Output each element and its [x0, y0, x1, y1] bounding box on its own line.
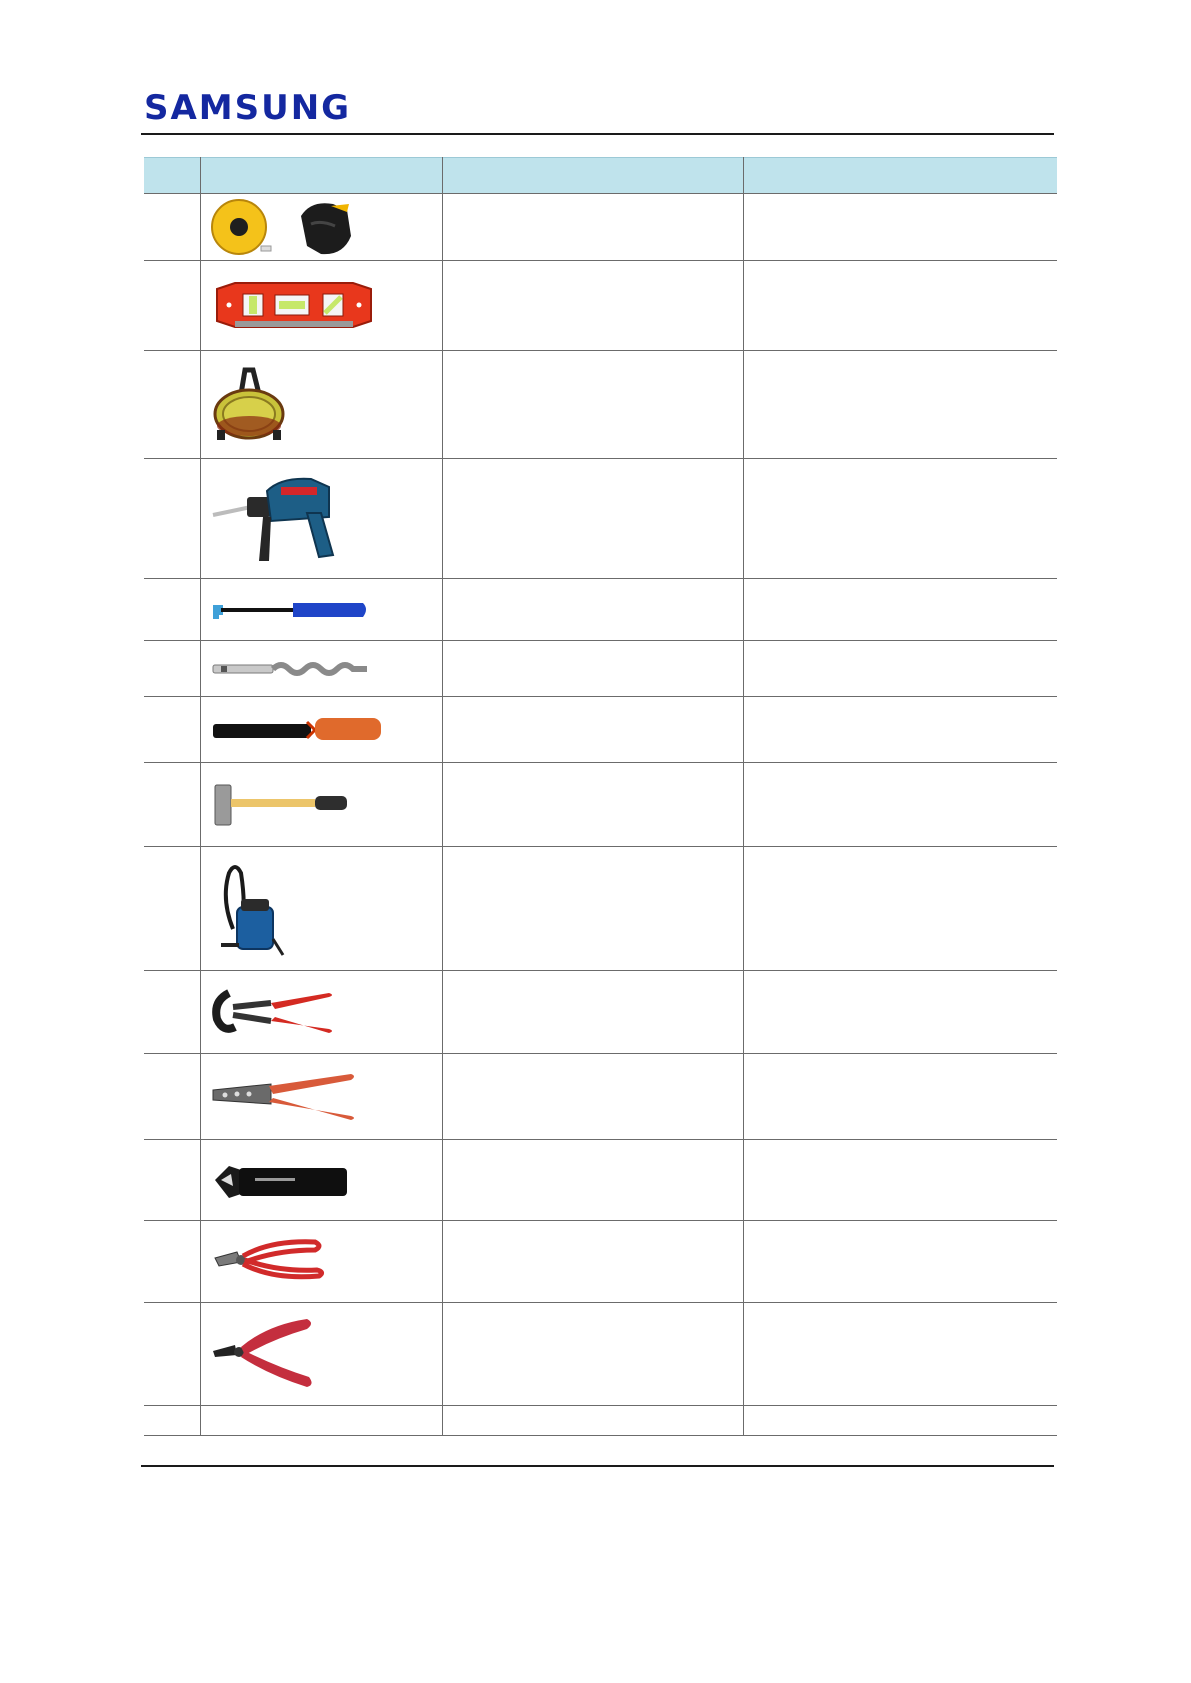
- nipper-icon: [211, 1315, 321, 1393]
- header-rule: [141, 133, 1054, 135]
- table-row: [144, 641, 1057, 697]
- table-row: [144, 1303, 1057, 1406]
- table-row: [144, 351, 1057, 459]
- samsung-logo-text: SAMSUNG: [144, 88, 352, 128]
- cable-reel-icon: [211, 366, 291, 444]
- table-row: [144, 1140, 1057, 1221]
- vacuum-cleaner-icon: [211, 859, 291, 959]
- header-cell-1: [144, 158, 201, 194]
- blower-bulb-icon: [211, 597, 371, 623]
- table-row: [144, 1221, 1057, 1303]
- cable-cutter-icon: [211, 987, 341, 1037]
- table-row: [144, 1054, 1057, 1140]
- table-row: [144, 261, 1057, 351]
- tools-table: [144, 157, 1057, 1436]
- table-row: [144, 194, 1057, 261]
- hammer-drill-icon: [211, 473, 341, 565]
- samsung-logo: [144, 88, 351, 128]
- drill-bit-icon: [211, 658, 371, 680]
- table-header-row: [144, 158, 1057, 194]
- table-row: [144, 697, 1057, 763]
- crimping-tool-icon: [211, 1070, 361, 1124]
- header-cell-2: [201, 158, 443, 194]
- table-row: [144, 1406, 1057, 1436]
- diagonal-cutter-icon: [211, 1236, 331, 1288]
- header-cell-4: [744, 158, 1058, 194]
- table-row: [144, 763, 1057, 847]
- table-row: [144, 579, 1057, 641]
- file-icon: [211, 716, 386, 744]
- table-row: [144, 971, 1057, 1054]
- cable-stripper-icon: [211, 1156, 351, 1204]
- header-cell-3: [443, 158, 744, 194]
- hammer-icon: [211, 781, 351, 829]
- table-row: [144, 847, 1057, 971]
- table-row: [144, 459, 1057, 579]
- footer-rule: [141, 1465, 1054, 1467]
- measuring-tape-icon: [211, 196, 361, 258]
- spirit-level-icon: [211, 281, 376, 331]
